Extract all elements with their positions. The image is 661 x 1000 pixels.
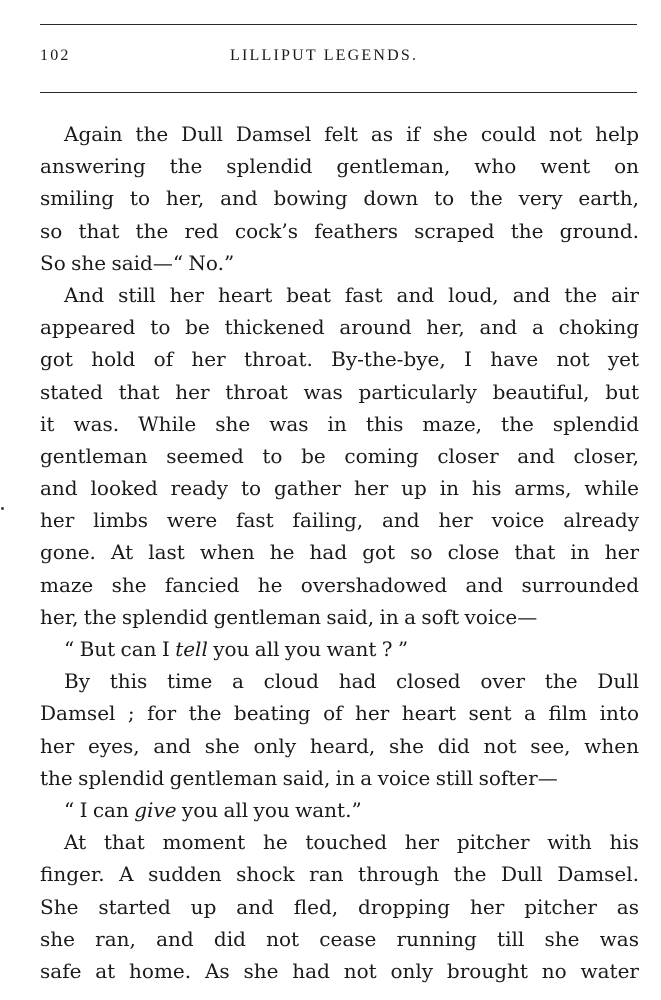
text-line: So she said—“ No.” (40, 250, 235, 275)
text-line: she ran, and did not cease running till she was (40, 926, 639, 951)
text-line: it was. While she was in this maze, the splendid (40, 411, 639, 436)
text-line: got hold of her throat. By-the-bye, I have not yet (40, 347, 639, 372)
text-line: She started up and fled, dropping her pitcher as (40, 894, 639, 919)
running-head (40, 47, 637, 71)
text-line: appeared to be thickened around her, and a choking (40, 315, 639, 340)
text-line: her, the splendid gentleman said, in a soft voice— (40, 604, 538, 629)
margin-mark (1, 507, 4, 510)
text-line: stated that her throat was particularly beautiful, but (40, 379, 639, 404)
text-line: “ But can I tell you all you want ? ” (64, 637, 409, 661)
text-line: smiling to her, and bowing down to the very earth, (40, 186, 639, 211)
text-line: And still her heart beat fast and loud, and the air (64, 282, 639, 307)
text-line: Damsel ; for the beating of her heart sent a film into (40, 701, 639, 726)
text-line: so that the red cock’s feathers scraped the ground. (40, 218, 639, 243)
text-line: and looked ready to gather her up in his arms, while (40, 476, 639, 501)
text-line: safe at home. As she had not only brought no water (40, 958, 639, 983)
text-line: By this time a cloud had closed over the Dull (64, 669, 639, 694)
text-line: gone. At last when he had got so close that in her (40, 540, 639, 565)
text-line: Again the Dull Damsel felt as if she could not help (64, 122, 639, 146)
text-line: finger. A sudden shock ran through the Dull Damsel. (40, 862, 639, 887)
header-rule-top (40, 24, 637, 25)
text-line: gentleman seemed to be coming closer and closer, (40, 443, 639, 468)
text-line: answering the splendid gentleman, who went on (40, 154, 639, 179)
text-line: maze she fancied he overshadowed and surrounded (40, 572, 639, 597)
running-title: LILLIPUT LEGENDS. (230, 47, 419, 64)
text-line: “ I can give you all you want.” (64, 797, 362, 822)
text-line: the splendid gentleman said, in a voice still softer— (40, 765, 558, 790)
body-text (40, 118, 639, 987)
header-rule-bottom (40, 92, 637, 93)
text-line: her limbs were fast failing, and her voice already (40, 508, 639, 533)
text-line: At that moment he touched her pitcher with his (64, 830, 639, 855)
page-number: 102 (40, 47, 71, 64)
text-line: her eyes, and she only heard, she did not see, when (40, 733, 639, 758)
